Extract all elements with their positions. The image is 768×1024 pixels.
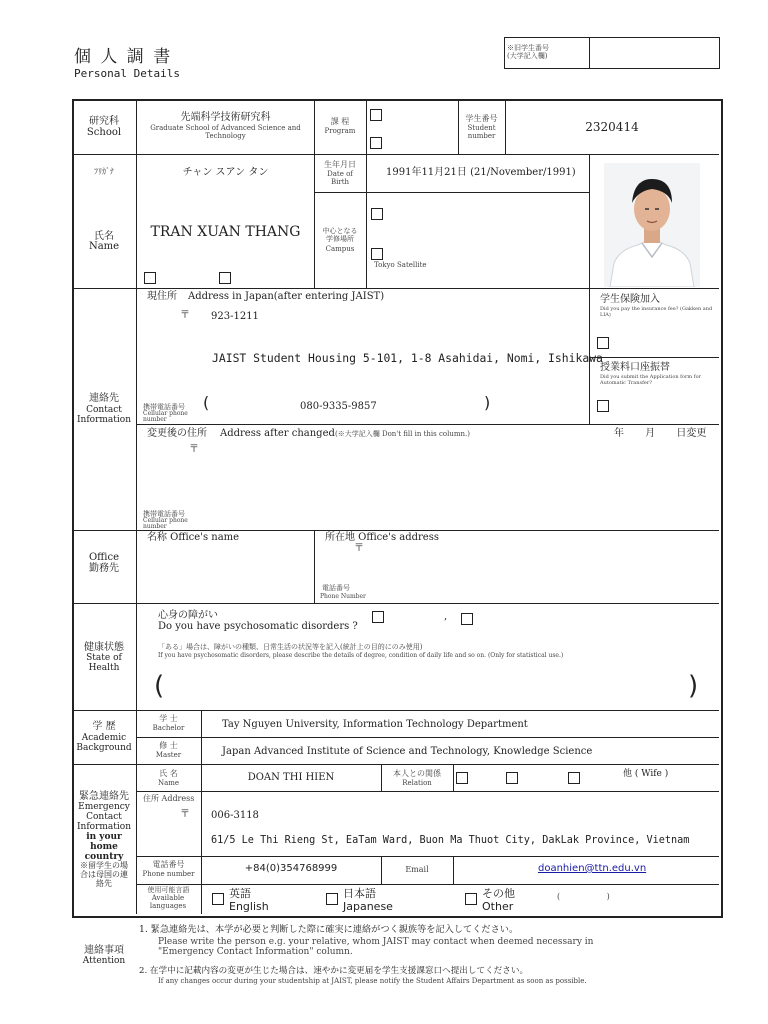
school-label-en: School (86, 127, 122, 138)
program-checkbox-master[interactable] (370, 109, 382, 121)
master-value: Japan Advanced Institute of Science and Technology, Knowledge Science (222, 746, 593, 757)
emergency-phone-label-en: Phone number (142, 870, 195, 878)
insurance-checkbox[interactable] (597, 337, 609, 349)
emergency-phone-label-jp: 電話番号 (152, 860, 185, 869)
health-paren-open: ( (154, 671, 165, 701)
office-postal-mark: 〒 (354, 543, 364, 554)
office-phone-label-en: Phone Number (320, 593, 366, 600)
lang-checkbox-japanese[interactable] (326, 893, 338, 905)
relation-checkbox-2[interactable] (506, 772, 518, 784)
birth-label-en: Date of Birth (327, 170, 353, 186)
email-label: Email (405, 865, 429, 874)
academic-label-jp: 学 歴 (92, 721, 116, 732)
birth-value: 1991年11月21日 (21/November/1991) (386, 167, 576, 178)
address-postal-mark: 〒 (180, 310, 190, 321)
health-note-en: If you have psychosomatic disorders, please describe the details of degree, condition of daily life and so on. (Only for statistical use.) (158, 652, 564, 659)
relation-label-jp: 本人との関係 (393, 769, 441, 778)
program-checkbox-doctor[interactable] (370, 137, 382, 149)
tuition-checkbox[interactable] (597, 400, 609, 412)
attention-item2-jp: 2. 在学中に記載内容の変更が生じた場合は、速やかに変更届を学生支援課窓口へ提出してください。 (139, 966, 529, 976)
tuition-label-jp: 授業料口座振替 (600, 362, 670, 373)
emergency-postal-code: 006-3118 (211, 810, 259, 821)
health-paren-close: ) (688, 671, 699, 701)
program-label-en: Program (324, 127, 356, 135)
program-label-jp: 課 程 (330, 117, 350, 126)
bachelor-label-en: Bachelor (152, 724, 185, 732)
lang-other-paren: ( ) (557, 892, 610, 901)
campus-label-en: Campus (325, 245, 355, 253)
name-label-en: Name (88, 241, 120, 252)
health-note-jp: 「ある」場合は、障がいの種類、日常生活の状況等を記入(統計上の目的にのみ使用) (158, 643, 423, 651)
tuition-label-en: Did you submit the Application form for Automatic Transfer? (600, 374, 701, 386)
office-phone-label-jp: 電話番号 (322, 584, 350, 592)
emergency-name-label-en: Name (157, 779, 180, 787)
office-label-jp: 勤務先 (89, 563, 119, 574)
bachelor-label-jp: 学 士 (159, 714, 178, 723)
emergency-label-note: ※留学生の場 合は母国の連 絡先 (80, 861, 128, 888)
address-value: JAIST Student Housing 5-101, 1-8 Asahidai, Nomi, Ishikawa (212, 351, 603, 365)
academic-label-en: Academic Background (76, 733, 132, 753)
insurance-label-en: Did you pay the insurance fee? (Gakken and LIA) (600, 306, 713, 318)
campus-checkbox-main[interactable] (371, 208, 383, 220)
emergency-label-home: in your home country (84, 832, 124, 862)
lang-checkbox-english[interactable] (212, 893, 224, 905)
languages-label-jp: 使用可能言語 (147, 886, 190, 894)
lang-japanese-en: Japanese (343, 900, 393, 913)
lang-english-jp: 英語 (229, 887, 251, 900)
cell-value: 080-9335-9857 (300, 401, 377, 412)
office-name-label: 名称 Office's name (147, 532, 240, 543)
id-photo (604, 163, 700, 287)
emergency-phone-value: +84(0)354768999 (244, 863, 338, 874)
cell-label-jp: 携帯電話番号 (143, 403, 185, 411)
address-label-en: Address in Japan(after entering JAIST) (188, 291, 385, 302)
master-label-en: Master (155, 751, 182, 759)
furigana-value: チャン スアン タン (182, 167, 269, 178)
health-label-en: State of Health (86, 653, 122, 673)
health-checkbox-no[interactable] (461, 613, 473, 625)
health-question-en: Do you have psychosomatic disorders ? (158, 621, 358, 632)
attention-item1-en-b: "Emergency Contact Information" column. (158, 947, 353, 957)
changed-address-label-jp: 変更後の住所 (147, 428, 207, 439)
birth-label-jp: 生年月日 (324, 160, 356, 169)
school-value-en: Graduate School of Advanced Science and Technology (150, 124, 301, 140)
health-dot: , (444, 611, 448, 622)
emergency-address-value: 61/5 Le Thi Rieng St, EaTam Ward, Buon Ma Thuot City, DakLak Province, Vietnam (211, 835, 690, 846)
furigana-label: ﾌﾘｶﾞﾅ (94, 167, 114, 176)
relation-other: 他 ( Wife ) (623, 769, 669, 779)
office-address-label: 所在地 Office's address (325, 532, 439, 543)
emergency-address-label: 住所 Address (143, 794, 195, 803)
page-subtitle: Personal Details (74, 67, 180, 80)
changed-cell-label-en: Cellular phone number (143, 517, 188, 530)
emergency-label-jp: 緊急連絡先 (79, 791, 129, 802)
changed-cell-label-jp: 携帯電話番号 (143, 510, 185, 518)
relation-checkbox-3[interactable] (568, 772, 580, 784)
school-label-jp: 研究科 (89, 116, 119, 127)
attention-item1-en-a: Please write the person e.g. your relative, whom JAIST may contact when deemed necessary in (158, 937, 594, 947)
emergency-postal-mark: 〒 (180, 809, 190, 820)
lang-checkbox-other[interactable] (465, 893, 477, 905)
prev-student-number-field[interactable] (596, 46, 712, 60)
lang-other-jp: その他 (482, 887, 515, 900)
name-value: TRAN XUAN THANG (150, 224, 301, 240)
contact-label-en: Contact Information (76, 405, 131, 425)
master-label-jp: 修 士 (159, 741, 178, 750)
campus-satellite-label: Tokyo Satellite (374, 261, 427, 269)
prev-student-number-label: ※旧学生番号 (大学記入欄) (507, 44, 549, 60)
lang-other-en: Other (482, 900, 514, 913)
relation-checkbox-1[interactable] (456, 772, 468, 784)
languages-label-en: Available languages (149, 894, 187, 910)
address-postal-code: 923-1211 (211, 311, 259, 322)
insurance-label-jp: 学生保険加入 (600, 294, 660, 305)
relation-label-en: Relation (402, 779, 432, 787)
gender-checkbox-female[interactable] (219, 272, 231, 284)
health-label-jp: 健康状態 (84, 642, 124, 653)
emergency-label-en: Emergency Contact Information (76, 802, 131, 832)
cell-paren-open: ( (203, 393, 210, 412)
school-value-jp: 先端科学技術研究科 (180, 112, 271, 123)
attention-item2-en: If any changes occur during your studentship at JAIST, please notify the Student Affairs Department as soon as possible. (158, 977, 587, 985)
health-question-jp: 心身の障がい (158, 610, 218, 621)
bachelor-value: Tay Nguyen University, Information Technology Department (222, 719, 528, 730)
health-checkbox-yes[interactable] (372, 611, 384, 623)
cell-paren-close: ) (484, 393, 491, 412)
changed-address-date: 年 月 日変更 (614, 428, 707, 439)
lang-japanese-jp: 日本語 (343, 887, 376, 900)
page-title: 個 人 調 書 (74, 47, 173, 67)
campus-checkbox-satellite[interactable] (371, 248, 383, 260)
gender-checkbox-male[interactable] (144, 272, 156, 284)
student-number-label-jp: 学生番号 (465, 114, 498, 123)
contact-label-jp: 連絡先 (89, 393, 119, 404)
lang-english-en: English (229, 900, 269, 913)
changed-address-label-en: Address after changed (220, 428, 335, 439)
attention-label-en: Attention (82, 956, 126, 966)
changed-postal-mark: 〒 (189, 444, 199, 455)
office-label-en: Office (88, 552, 120, 563)
name-label-jp: 氏名 (94, 231, 114, 242)
campus-label-jp: 中心となる 学修場所 (322, 227, 358, 243)
cell-label-en: Cellular phone number (143, 410, 188, 423)
attention-label-jp: 連絡事項 (84, 945, 124, 956)
emergency-name-value: DOAN THI HIEN (247, 772, 335, 783)
emergency-name-label-jp: 氏 名 (159, 769, 178, 778)
email-link[interactable]: doanhien@ttn.edu.vn (538, 863, 647, 874)
student-number-label-en: Student number (467, 124, 496, 140)
address-label-jp: 現住所 (147, 291, 177, 302)
student-number-value: 2320414 (585, 120, 639, 134)
changed-address-note: (※大学記入欄 Don't fill in this column.) (335, 430, 470, 438)
attention-item1-jp: 1. 緊急連絡先は、本学が必要と判断した際に確実に連絡がつく親族等を記入してください。 (139, 924, 519, 935)
